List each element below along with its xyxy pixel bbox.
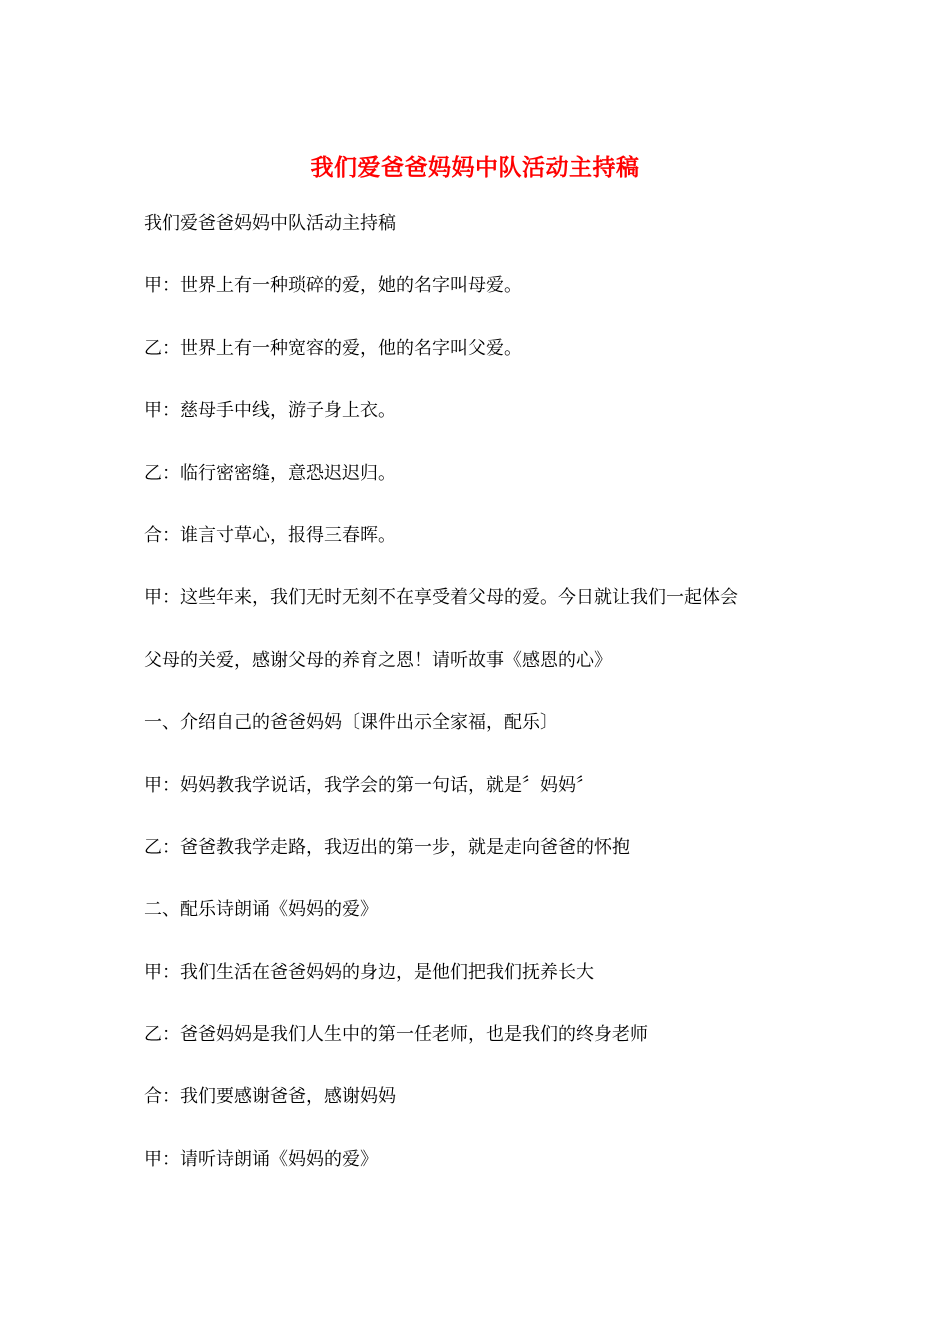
document-body [144, 205, 824, 1203]
paragraph: 甲：世界上有一种琐碎的爱，她的名字叫母爱。 [144, 275, 522, 297]
paragraph: 合：谁言寸草心，报得三春晖。 [144, 524, 396, 546]
paragraph: 二、配乐诗朗诵《妈妈的爱》 [144, 899, 378, 921]
document-title: 我们爱爸爸妈妈中队活动主持稿 [310, 155, 640, 181]
paragraph: 乙：临行密密缝，意恐迟迟归。 [144, 462, 396, 484]
paragraph: 乙：世界上有一种宽容的爱，他的名字叫父爱。 [144, 337, 522, 359]
paragraph: 合：我们要感谢爸爸，感谢妈妈 [144, 1086, 396, 1108]
paragraph: 甲：妈妈教我学说话，我学会的第一句话，就是〞妈妈〞 [144, 774, 594, 796]
paragraph: 乙：爸爸妈妈是我们人生中的第一任老师，也是我们的终身老师 [144, 1024, 648, 1046]
paragraph: 甲：我们生活在爸爸妈妈的身边，是他们把我们抚养长大 [144, 961, 594, 983]
paragraph: 我们爱爸爸妈妈中队活动主持稿 [144, 213, 396, 234]
paragraph: 甲：请听诗朗诵《妈妈的爱》 [144, 1148, 378, 1170]
paragraph: 甲：这些年来，我们无时无刻不在享受着父母的爱。今日就让我们一起体会 [144, 587, 738, 609]
paragraph: 甲：慈母手中线，游子身上衣。 [144, 400, 396, 422]
paragraph: 一、介绍自己的爸爸妈妈〔课件出示全家福，配乐〕 [144, 712, 558, 734]
paragraph: 乙：爸爸教我学走路，我迈出的第一步，就是走向爸爸的怀抱 [144, 836, 630, 858]
paragraph: 父母的关爱，感谢父母的养育之恩！请听故事《感恩的心》 [144, 649, 612, 671]
